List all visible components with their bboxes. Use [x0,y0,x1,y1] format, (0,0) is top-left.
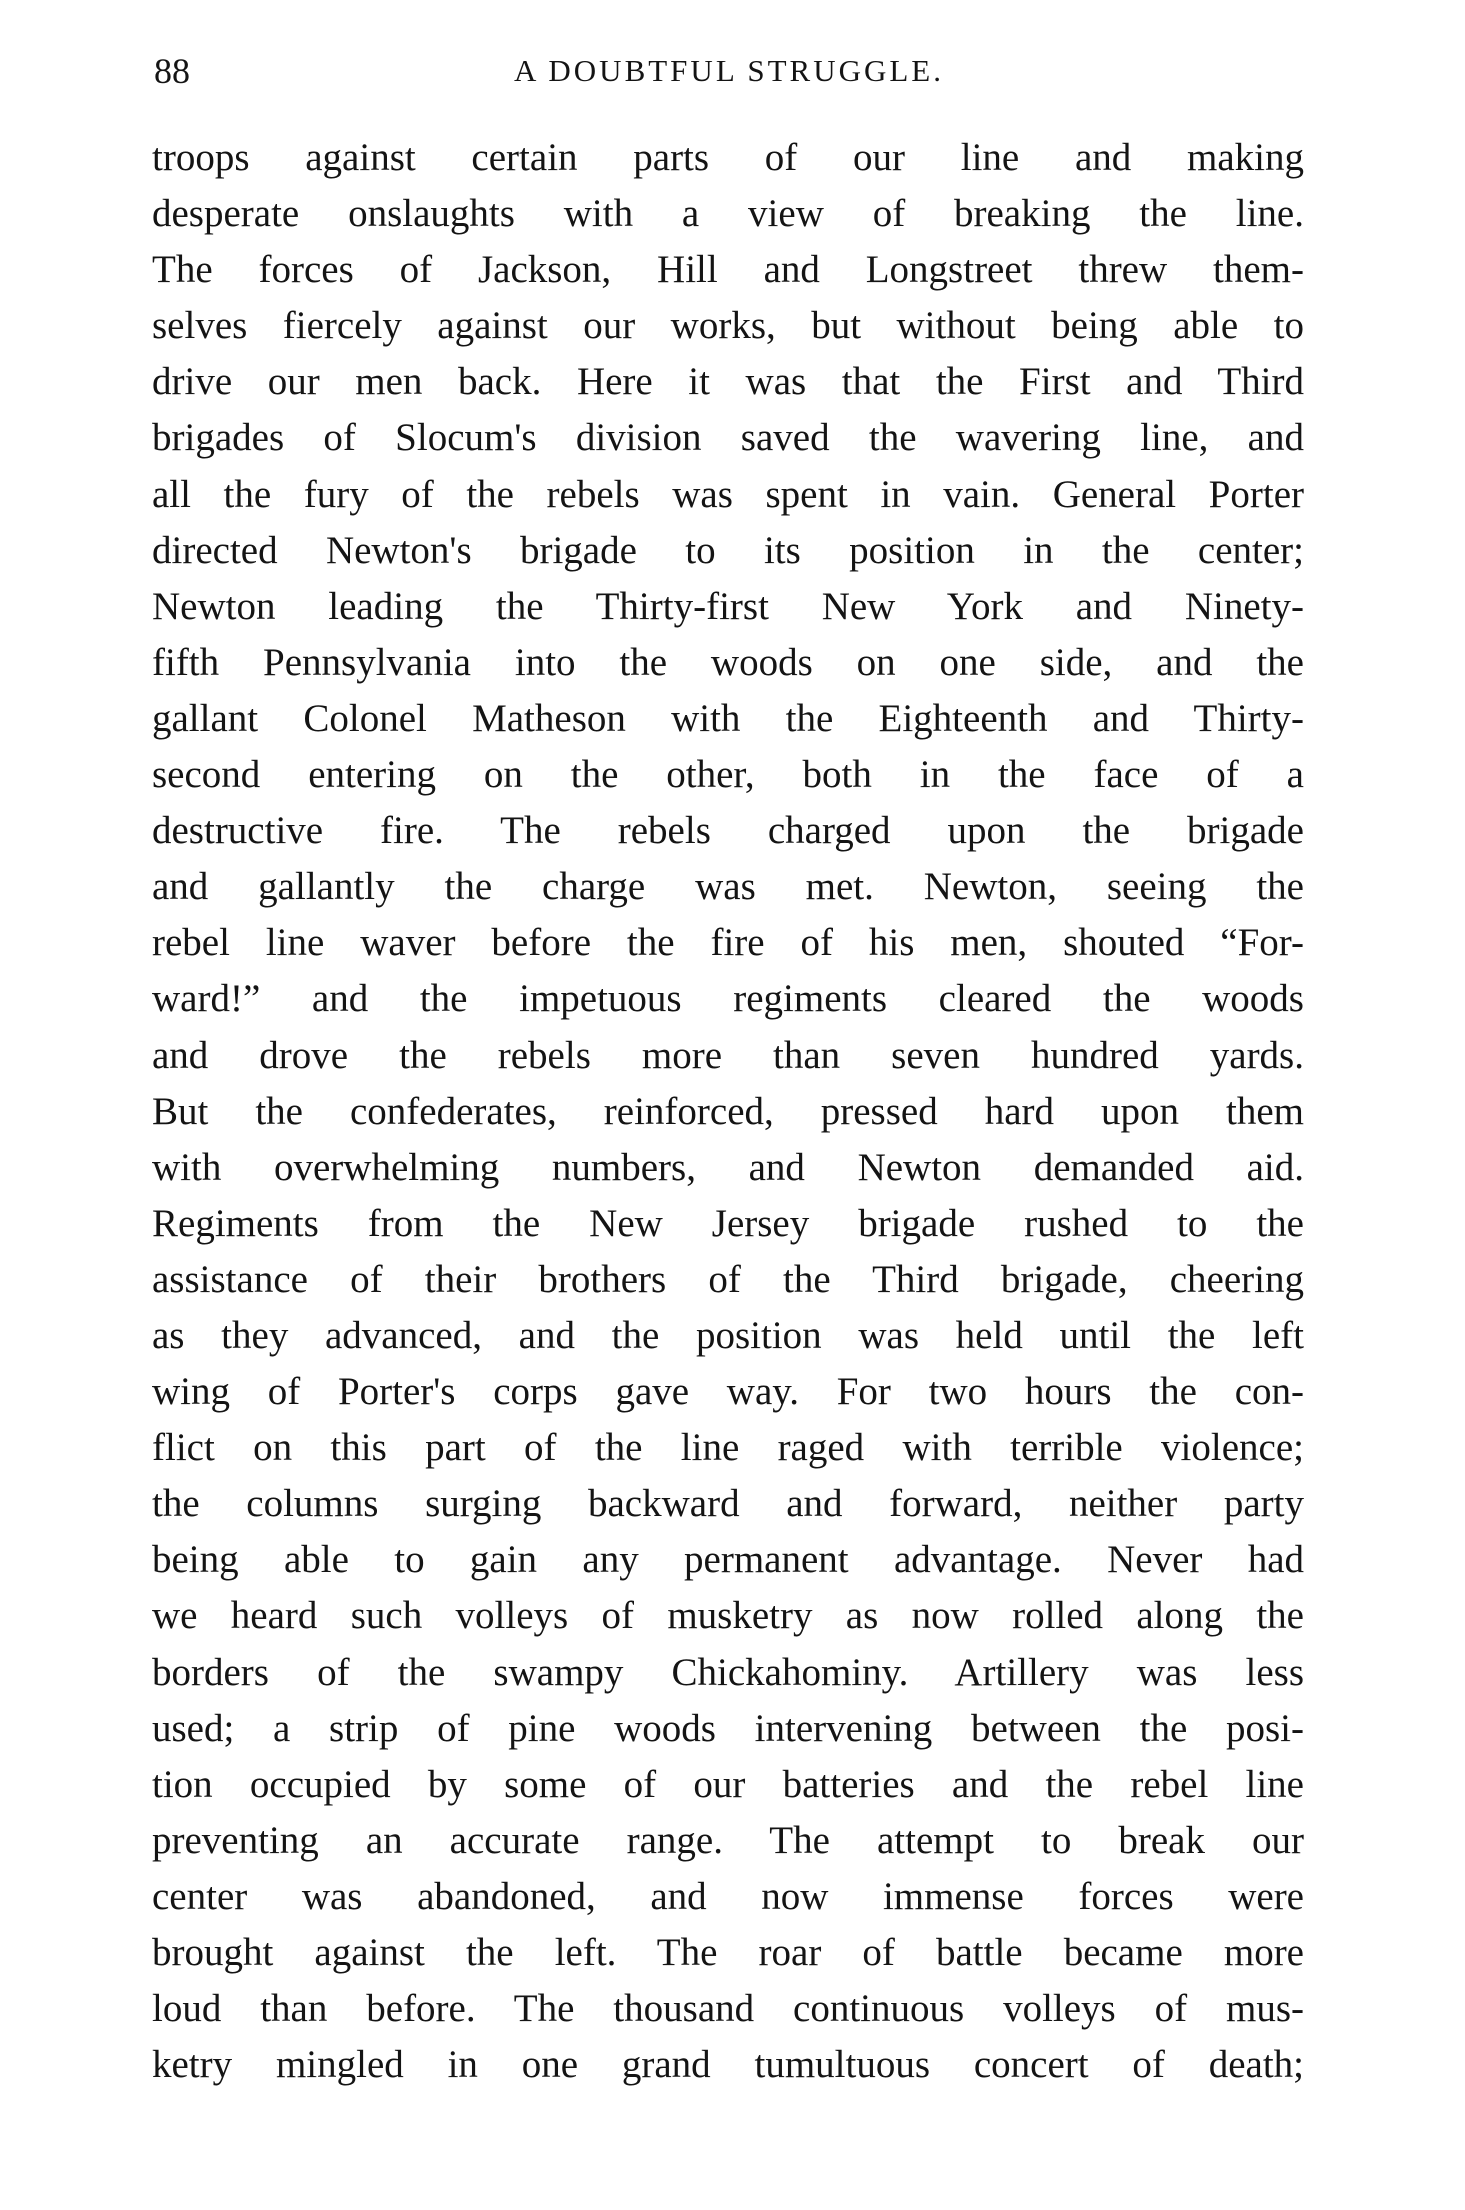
text-line: fifth Pennsylvania into the woods on one side, and the [152,640,1304,684]
text-line: used; a strip of pine woods intervening between the posi- [152,1706,1304,1750]
text-line: But the confederates, reinforced, pressed hard upon them [152,1089,1304,1133]
text-line: the columns surging backward and forward, neither party [152,1482,1304,1526]
text-line: troops against certain parts of our line and making [152,136,1304,179]
text-line: directed Newton's brigade to its position in the center; [152,528,1304,572]
text-line: ketry mingled in one grand tumultuous concert of death; [152,2043,1304,2087]
text-line: ward!” and the impetuous regiments cleared the woods [152,977,1304,1021]
text-line: loud than before. The thousand continuous volleys of mus- [152,1987,1304,2031]
text-line: borders of the swampy Chickahominy. Artillery was less [152,1650,1304,1694]
text-line: drive our men back. Here it was that the First and Third [152,360,1304,404]
text-line: desperate onslaughts with a view of breaking the line. [152,192,1304,236]
text-line: being able to gain any permanent advantage. Never had [152,1538,1304,1582]
page-number: 88 [154,51,190,91]
text-line: preventing an accurate range. The attempt to break our [152,1818,1304,1862]
running-title: A DOUBTFUL STRUGGLE. [513,53,944,88]
running-head [154,46,1304,96]
text-line: rebel line waver before the fire of his men, shouted “For- [152,921,1304,965]
text-line: assistance of their brothers of the Third brigade, cheering [152,1257,1304,1301]
text-line: destructive fire. The rebels charged upon the brigade [152,809,1304,853]
text-line: we heard such volleys of musketry as now rolled along the [152,1594,1304,1638]
text-line: center was abandoned, and now immense forces were [152,1874,1304,1918]
text-line: tion occupied by some of our batteries and the rebel line [152,1762,1304,1806]
text-line: The forces of Jackson, Hill and Longstreet threw them- [152,248,1304,292]
text-line: as they advanced, and the position was held until the left [152,1313,1304,1357]
text-line: second entering on the other, both in the face of a [152,753,1304,797]
text-line: and drove the rebels more than seven hundred yards. [152,1033,1304,1077]
text-line: all the fury of the rebels was spent in vain. General Porter [152,472,1304,516]
text-line: Regiments from the New Jersey brigade rushed to the [152,1201,1304,1245]
text-line: flict on this part of the line raged with terrible violence; [152,1426,1304,1470]
text-line: selves fiercely against our works, but without being able to [152,304,1304,348]
text-line: with overwhelming numbers, and Newton demanded aid. [152,1145,1304,1189]
body-text [152,130,1304,2093]
text-line: and gallantly the charge was met. Newton, seeing the [152,865,1304,909]
text-line: wing of Porter's corps gave way. For two hours the con- [152,1370,1304,1414]
text-line: brigades of Slocum's division saved the wavering line, and [152,416,1304,460]
text-line: Newton leading the Thirty-first New York and Ninety- [152,584,1304,628]
text-line: brought against the left. The roar of battle became more [152,1931,1304,1974]
text-line: gallant Colonel Matheson with the Eighteenth and Thirty- [152,696,1304,740]
